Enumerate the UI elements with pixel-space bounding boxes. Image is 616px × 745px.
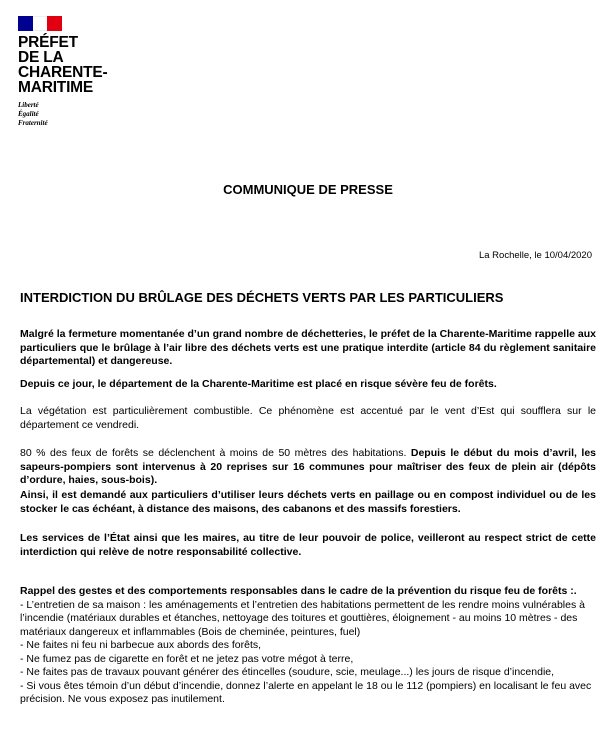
org-line: PRÉFET — [18, 34, 78, 51]
prefecture-name — [18, 35, 107, 95]
motto-line: Égalité — [18, 110, 39, 118]
motto-line: Liberté — [18, 101, 39, 109]
list-item: - Ne faites pas de travaux pouvant générer des étincelles (soudure, scie, meulage...) les jours de risque d’incendie, — [20, 666, 555, 678]
paragraph-request: Ainsi, il est demandé aux particuliers d’utiliser leurs déchets verts en paillage ou en compost individuel ou de les stocker le cas échéant, à distance des maisons, des cabanons et des massifs forestiers. — [20, 489, 596, 515]
document-heading: COMMUNIQUE DE PRESSE — [223, 182, 393, 197]
paragraph-risk-level: Depuis ce jour, le département de la Charente-Maritime est placé en risque sévère feu de forêts. — [20, 378, 497, 390]
motto-line: Fraternité — [18, 119, 48, 127]
list-item: - Ne fumez pas de cigarette en forêt et ne jetez pas votre mégot à terre, — [20, 652, 354, 665]
list-item: - L’entretien de sa maison : les aménagements et l’entretien des habitations permettent de les rendre moins vulnérables à l’incendie (matériaux durables et étanches, nettoyage des toitures et gouttières, éloignement - au moins 10 mètres - des matériaux dangereux et inflammables (Bois de cheminée, peintures, fuel) — [20, 598, 585, 638]
paragraph-enforcement: Les services de l’État ainsi que les maires, au titre de leur pouvoir de police, veilleront au respect strict de cette interdiction qui relève de notre responsabilité collective. — [20, 532, 596, 558]
paragraph-statistics — [20, 447, 596, 488]
republic-motto — [18, 101, 48, 128]
document-title: INTERDICTION DU BRÛLAGE DES DÉCHETS VERTS PAR LES PARTICULIERS — [20, 290, 504, 305]
org-line: CHARENTE- — [18, 64, 108, 81]
reminder-title: Rappel des gestes et des comportements responsables dans le cadre de la prévention du risque feu de forêts :. — [20, 585, 577, 597]
paragraph-vegetation: La végétation est particulièrement combustible. Ce phénomène est accentué par le vent d’Est qui soufflera sur le département ce vendredi. — [20, 405, 596, 431]
org-line: DE LA — [18, 49, 64, 66]
statistics-text: 80 % des feux de forêts se déclenchent à moins de 50 mètres des habitations. — [20, 447, 407, 459]
french-flag-logo — [18, 16, 62, 31]
reminder-section — [20, 585, 596, 707]
list-item: - Ne faites ni feu ni barbecue aux abords des forêts, — [20, 639, 262, 651]
document-date: La Rochelle, le 10/04/2020 — [478, 250, 592, 261]
list-item: - Si vous êtes témoin d’un début d’incendie, donnez l’alerte en appelant le 18 ou le 112 (pompiers) en localisant le feu avec précision. Ne vous exposez pas inutilement. — [20, 679, 592, 705]
paragraph-intro: Malgré la fermeture momentanée d’un grand nombre de déchetteries, le préfet de la Charente-Maritime rappelle aux particuliers que le brûlage à l’air libre des déchets verts est une pratique interdite (article 84 du règlement sanitaire départemental) et dangereuse. — [20, 328, 596, 367]
statistics-highlight: Depuis le début du mois d’avril, les sapeurs-pompiers sont intervenus à 20 reprises sur 16 communes pour maîtriser des feux de plein air (dépôts d’ordure, haies, sous-bois). — [20, 447, 596, 486]
org-line: MARITIME — [18, 79, 94, 96]
